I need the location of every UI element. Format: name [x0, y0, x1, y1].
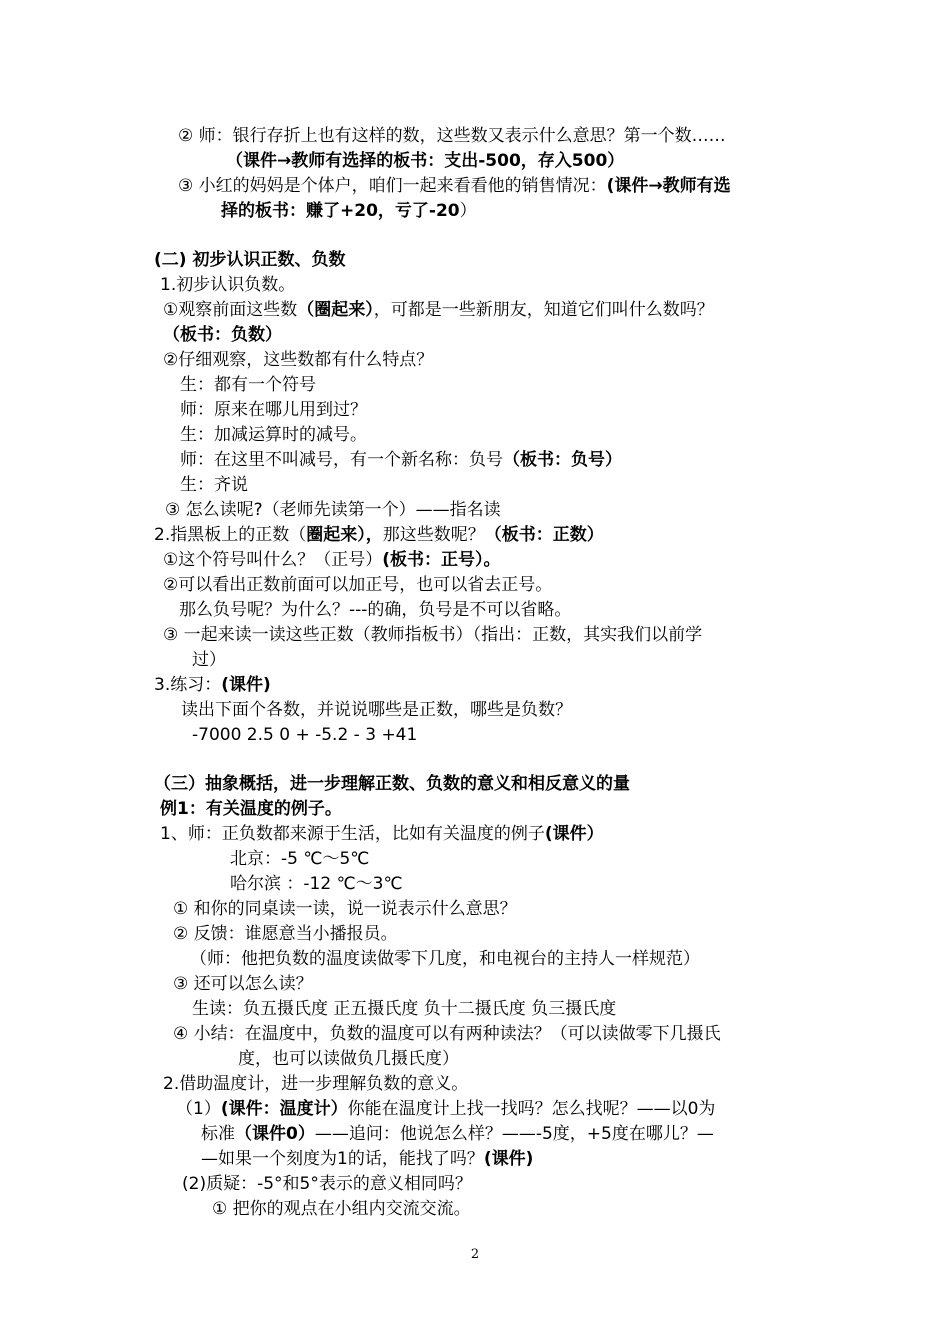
text-run: 过） [192, 650, 226, 670]
text-run: ②可以看出正数前面可以加正号，也可以省去正号。 [163, 575, 553, 595]
text-run: ） [459, 201, 477, 221]
text-run: 你能在温度计上找一找吗？怎么找呢？——以0为 [347, 1099, 716, 1119]
text-run: 度，也可以读做负几摄氏度） [238, 1049, 459, 1069]
text-line [238, 1047, 459, 1071]
text-line [163, 623, 702, 647]
text-line [176, 1097, 715, 1121]
text-run: ，可都是一些新朋友，知道它们叫什么数吗？ [373, 300, 714, 320]
text-line [230, 872, 403, 896]
text-run: ①观察前面这些数 [163, 300, 298, 320]
text-line [180, 473, 248, 497]
text-run: 2.借助温度计，进一步理解负数的意义。 [163, 1074, 469, 1094]
text-run: 1、师：正负数都来源于生活，比如有关温度的例子 [160, 824, 545, 844]
text-run: 1.初步认识负数。 [160, 275, 296, 295]
bold-text-run: （板书：负号） [503, 450, 622, 470]
text-run: （师：他把负数的温度读做零下几度，和电视台的主持人一样规范） [190, 949, 700, 969]
text-run: (2)质疑：-5°和5°表示的意义相同吗？ [182, 1174, 472, 1194]
number-list [192, 723, 417, 747]
text-line [173, 922, 398, 946]
text-line [154, 523, 604, 547]
bold-text-run: (课件） [544, 824, 604, 844]
text-run: —如果一个刻度为1的话，能找了吗？ [201, 1149, 484, 1169]
text-run: 哈尔滨 ：-12 ℃～3℃ [230, 874, 403, 894]
text-line [212, 1197, 471, 1221]
text-line [179, 598, 571, 622]
text-run: ① 把你的观点在小组内交流交流。 [212, 1199, 471, 1219]
text-run: 那么负号呢？为什么？---的确，负号是不可以省略。 [179, 600, 572, 620]
bold-text-run: (二) 初步认识正数、负数 [154, 250, 346, 270]
text-run: 读出下面个各数，并说说哪些是正数，哪些是负数？ [181, 700, 572, 720]
text-run: 生：齐说 [180, 475, 248, 495]
text-run: ③ 一起来读一读这些正数（教师指板书）（指出：正数，其实我们以前学 [163, 625, 703, 645]
text-run: 生：都有一个符号 [180, 375, 316, 395]
text-line [163, 548, 501, 572]
text-line [163, 573, 552, 597]
text-line [160, 822, 604, 846]
text-run: ——追问：他说怎么样？——-5度，+5度在哪儿？— [314, 1124, 714, 1144]
text-run: ③ 小红的妈妈是个体户，咱们一起来看看他的销售情况： [178, 176, 607, 196]
text-run: 生读：负五摄氏度 正五摄氏度 负十二摄氏度 负三摄氏度 [192, 999, 617, 1019]
text-run: ②仔细观察，这些数都有什么特点？ [163, 350, 434, 370]
text-line [163, 298, 714, 322]
bold-text-run: 圈起来） [306, 525, 366, 545]
text-run: 标准 [201, 1124, 235, 1144]
text-line [201, 1147, 533, 1171]
text-run: ② 师：银行存折上也有这样的数，这些数又表示什么意思？第一个数…… [178, 126, 726, 146]
text-run: 师：原来在哪儿用到过？ [180, 400, 367, 420]
bold-text-run: （课件→教师有选择的板书：支出-500，存入500） [226, 151, 625, 171]
bold-text-run: 择的板书：赚了+20，亏了-20 [221, 201, 460, 221]
text-line [226, 149, 624, 173]
text-run: ③ 还可以怎么读？ [173, 974, 313, 994]
text-line [163, 348, 433, 372]
text-line [160, 273, 295, 297]
text-run: 生：加减运算时的减号。 [180, 425, 367, 445]
bold-text-run: （板书：负数） [163, 325, 282, 345]
text-line [201, 1122, 714, 1146]
text-line [178, 124, 726, 148]
text-line [173, 972, 313, 996]
text-run: ① 和你的同桌读一读，说一说表示什么意思？ [173, 899, 517, 919]
bold-text-run: (课件：温度计） [220, 1099, 348, 1119]
bold-text-run: (课件) [483, 1149, 534, 1169]
bold-text-run: 例1：有关温度的例子。 [160, 799, 342, 819]
text-line [192, 997, 616, 1021]
bold-text-run: （板书：正数） [484, 525, 604, 545]
text-run: 那这些数呢？ [382, 525, 485, 545]
bold-text-run: （圈起来） [297, 300, 374, 320]
text-run: 北京：-5 ℃～5℃ [230, 849, 370, 869]
text-line [173, 897, 517, 921]
text-run: ④ 小结：在温度中，负数的温度可以有两种读法？（可以读做零下几摄氏 [173, 1024, 721, 1044]
text-line [178, 174, 731, 198]
text-line [182, 1172, 472, 1196]
bold-text-run: ， [365, 525, 383, 545]
bold-text-run: (板书：正号）。 [382, 550, 501, 570]
bold-text-run: (课件→教师有选 [606, 176, 731, 196]
text-run: ③ 怎么读呢?（老师先读第一个）——指名读 [165, 500, 501, 520]
text-line [180, 398, 367, 422]
text-run: ② 反馈：谁愿意当小播报员。 [173, 924, 398, 944]
text-line [163, 1072, 468, 1096]
text-line [180, 448, 622, 472]
text-run: ①这个符号叫什么？（正号） [163, 550, 383, 570]
text-run: （1） [176, 1099, 221, 1119]
page-number: 2 [470, 1247, 480, 1262]
text-line [190, 947, 700, 971]
text-line [230, 847, 369, 871]
text-line [154, 673, 271, 697]
text-line [173, 1022, 721, 1046]
text-line [192, 648, 226, 672]
bold-text-run: (课件) [221, 675, 271, 695]
text-line [165, 498, 501, 522]
text-run: 2.指黑板上的正数（ [154, 525, 307, 545]
text-line [180, 373, 316, 397]
text-run: 师：在这里不叫减号，有一个新名称：负号 [180, 450, 503, 470]
section-heading [154, 772, 630, 796]
section-heading [154, 248, 345, 272]
text-line [221, 199, 477, 223]
text-line [181, 698, 572, 722]
text-line [180, 423, 367, 447]
example-heading [160, 797, 342, 821]
text-run: 3.练习： [154, 675, 222, 695]
text-line [163, 323, 282, 347]
text-run: -7000 2.5 0 + -5.2 - 3 +41 [192, 725, 418, 745]
bold-text-run: （三）抽象概括，进一步理解正数、负数的意义和相反意义的量 [154, 774, 630, 794]
bold-text-run: （课件0） [235, 1124, 315, 1144]
